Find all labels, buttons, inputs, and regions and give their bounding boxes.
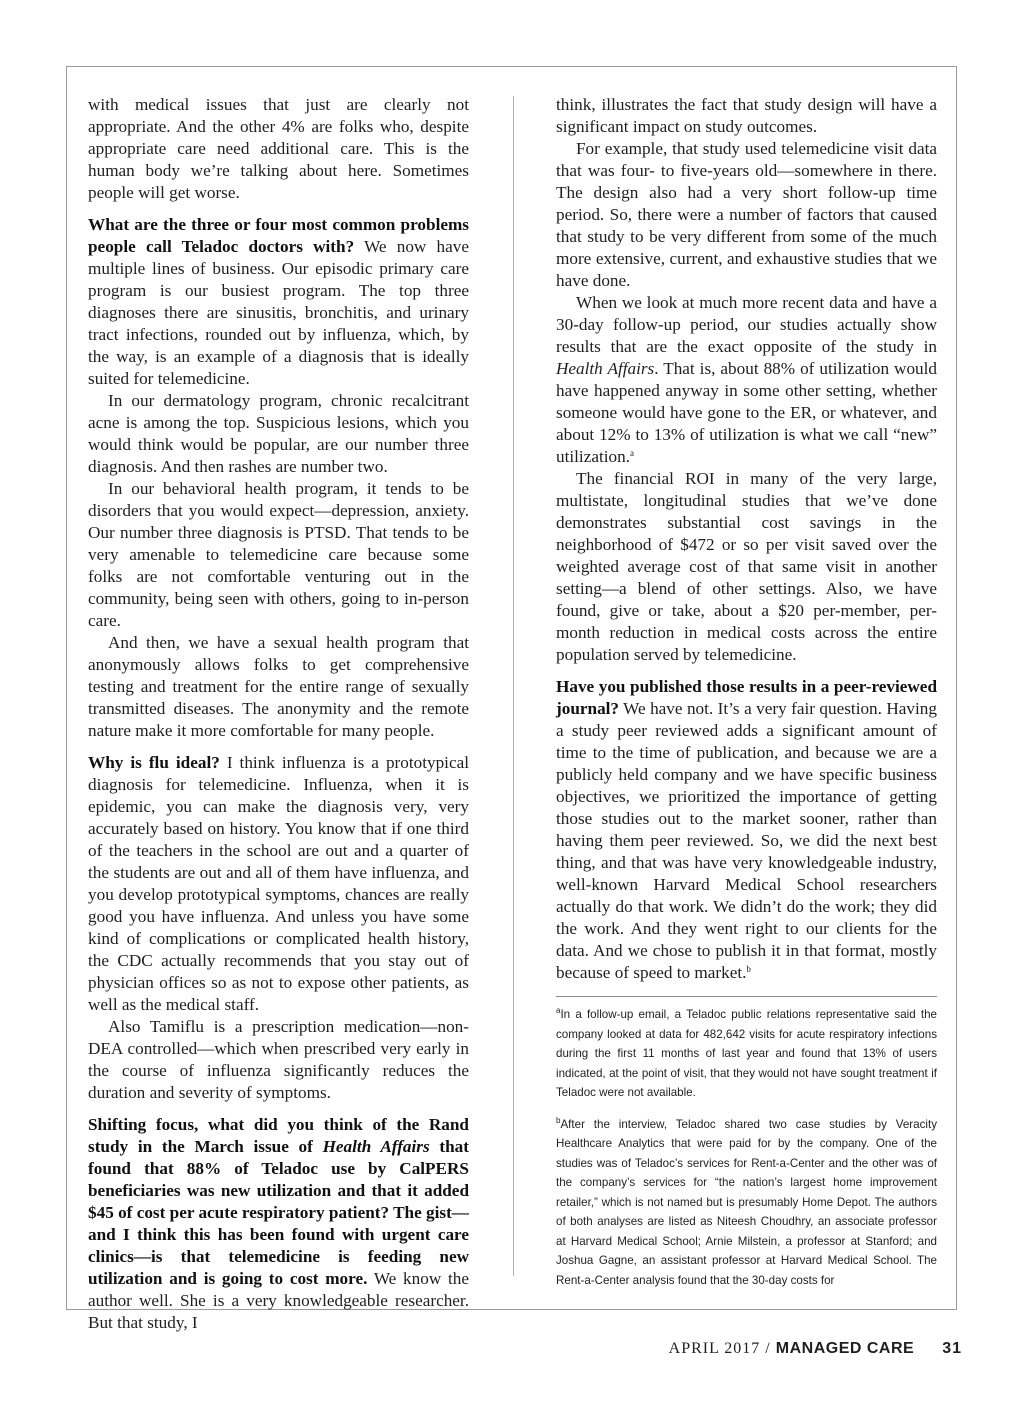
journal-title: Health Affairs (322, 1137, 430, 1156)
issue-date: APRIL 2017 / (668, 1340, 776, 1357)
question-paragraph (88, 1114, 469, 1334)
right-column (556, 94, 937, 1302)
body-paragraph: And then, we have a sexual health program that anonymously allows folks to get comprehensive testing and treatment for the entire range of sexually transmitted diseases. The anonymity and the remote nature make it more comfortable for many people. (88, 633, 469, 740)
answer-text: We have not. It’s a very fair question. Having a study peer reviewed adds a significant amount of time to the time of publication, and because we are a publicly held company and we have specific business objectives, we prioritized the importance of getting those studies out to the market sooner, rather than having them peer reviewed. So, we did the next best thing, and that was have very knowledgeable industry, well-known Harvard Medical School researchers actually do that work. We didn’t do the work; they did the work. And they went right to our clients for the data. And we chose to publish it in that format, mostly because of speed to market. (556, 699, 937, 982)
body-paragraph: think, illustrates the fact that study design will have a significant impact on study outcomes. (556, 95, 937, 136)
answer-text: We know the author well. She is a very knowledgeable researcher. But that study, I (88, 1269, 469, 1332)
footnote-text: In a follow-up email, a Teladoc public relations representative said the company looked at data for 482,642 visits for acute respiratory infections during the first 11 months of last year and found that 13% of users indicated, at the point of visit, that they would not have sought treatment if Teladoc were not available. (556, 1008, 937, 1099)
column-divider (513, 96, 514, 1276)
question-paragraph (88, 752, 469, 1016)
left-column (88, 94, 469, 1334)
page-number: 31 (942, 1340, 962, 1357)
body-paragraph: In our dermatology program, chronic recalcitrant acne is among the top. Suspicious lesions, which you would think would be popular, are our number three diagnosis. And then rashes are number two. (88, 391, 469, 476)
question-paragraph (88, 214, 469, 390)
question-text: What are the three or four most common problems people call Teladoc doctors with? (88, 215, 469, 256)
body-text-part: When we look at much more recent data and have a 30-day follow-up period, our studies actually show results that are the exact opposite of the study in (556, 293, 937, 356)
page-footer (560, 1340, 962, 1358)
question-text: Why is flu ideal? (88, 753, 220, 772)
footnote-divider (556, 996, 937, 997)
body-paragraph: with medical issues that just are clearly not appropriate. And the other 4% are folks who, despite appropriate care need additional care. This is the human body we’re talking about here. Sometimes people will get worse. (88, 95, 469, 202)
body-paragraph: Also Tamiflu is a prescription medication—non-DEA controlled—which when prescribed very early in the course of influenza significantly reduces the duration and severity of symptoms. (88, 1017, 469, 1102)
footnote-marker: b (556, 1115, 561, 1125)
question-text: Have you published those results in a peer-reviewed journal? (556, 677, 937, 718)
question-text-part: Shifting focus, what did you think of the Rand study in the March issue of (88, 1115, 469, 1156)
answer-text: We now have multiple lines of business. Our episodic primary care program is our busiest program. The top three diagnoses there are sinusitis, bronchitis, and urinary tract infections, rounded out by influenza, which, by the way, is an example of a diagnosis that is ideally suited for telemedicine. (88, 237, 469, 388)
footnote-text: After the interview, Teladoc shared two case studies by Veracity Healthcare Analytics that were paid for by the company. One of the studies was of Teladoc’s services for Rent-a-Center and the other was of the company’s services for “the nation’s largest home improvement retailer,” which is not named but is presumably Home Depot. The authors of both analyses are listed as Niteesh Choudhry, an associate professor at Harvard Medical School; Arnie Milstein, a professor at Stanford; and Joshua Gagne, an assistant professor at Harvard Medical School. The Rent-a-Center analysis found that the 30-day costs for (556, 1117, 937, 1287)
footnote-a (556, 1005, 937, 1103)
question-text (88, 1115, 469, 1288)
footnote-marker: a (556, 1006, 561, 1015)
question-paragraph (556, 676, 937, 984)
footnote-ref-b: b (746, 964, 751, 974)
body-paragraph: The financial ROI in many of the very large, multistate, longitudinal studies that we’ve done demonstrates substantial cost savings in the neighborhood of $472 or so per visit saved over the weighted average cost of that same visit in another setting—a blend of other settings. Also, we have found, give or take, about a $20 per-member, per-month reduction in medical costs across the entire population served by telemedicine. (556, 469, 937, 664)
magazine-name: MANAGED CARE (775, 1340, 915, 1357)
question-text-part: that found that 88% of Teladoc use by CalPERS beneficiaries was new utilization and that it added $45 of cost per acute respiratory patient? The gist—and I think this has been found with urgent care clinics—is that telemedicine is feeding new utilization and is going to cost more. (88, 1137, 469, 1288)
footnote-b (556, 1115, 937, 1291)
footnote-ref-a: a (630, 448, 634, 458)
journal-title: Health Affairs (556, 359, 655, 378)
answer-text: I think influenza is a prototypical diagnosis for telemedicine. Influenza, when it is epidemic, you can make the diagnosis very, very accurately based on history. You know that if one third of the teachers in the school are out and a quarter of the students are out and all of them have influenza, and you develop prototypical symptoms, chances are really good you have influenza. And unless you have some kind of complications or complicated health history, the CDC actually recommends that you stay out of physician offices so as not to expose other patients, as well as the medical staff. (88, 753, 469, 1014)
body-text-part: . That is, about 88% of utilization would have happened anyway in some other setting, whether someone would have gone to the ER, or whatever, and about 12% to 13% of utilization is what we call “new” utilization. (556, 359, 937, 466)
body-paragraph: For example, that study used telemedicine visit data that was four- to five-years old—somewhere in there. The design also had a very short follow-up time period. So, there were a number of factors that caused that study to be very different from some of the much more extensive, current, and exhaustive studies that we have done. (556, 139, 937, 290)
body-paragraph: In our behavioral health program, it tends to be disorders that you would expect—depression, anxiety. Our number three diagnosis is PTSD. That tends to be very amenable to telemedicine care because some folks are not comfortable venturing out in the community, being seen with others, going to in-person care. (88, 479, 469, 630)
body-paragraph (556, 292, 937, 468)
